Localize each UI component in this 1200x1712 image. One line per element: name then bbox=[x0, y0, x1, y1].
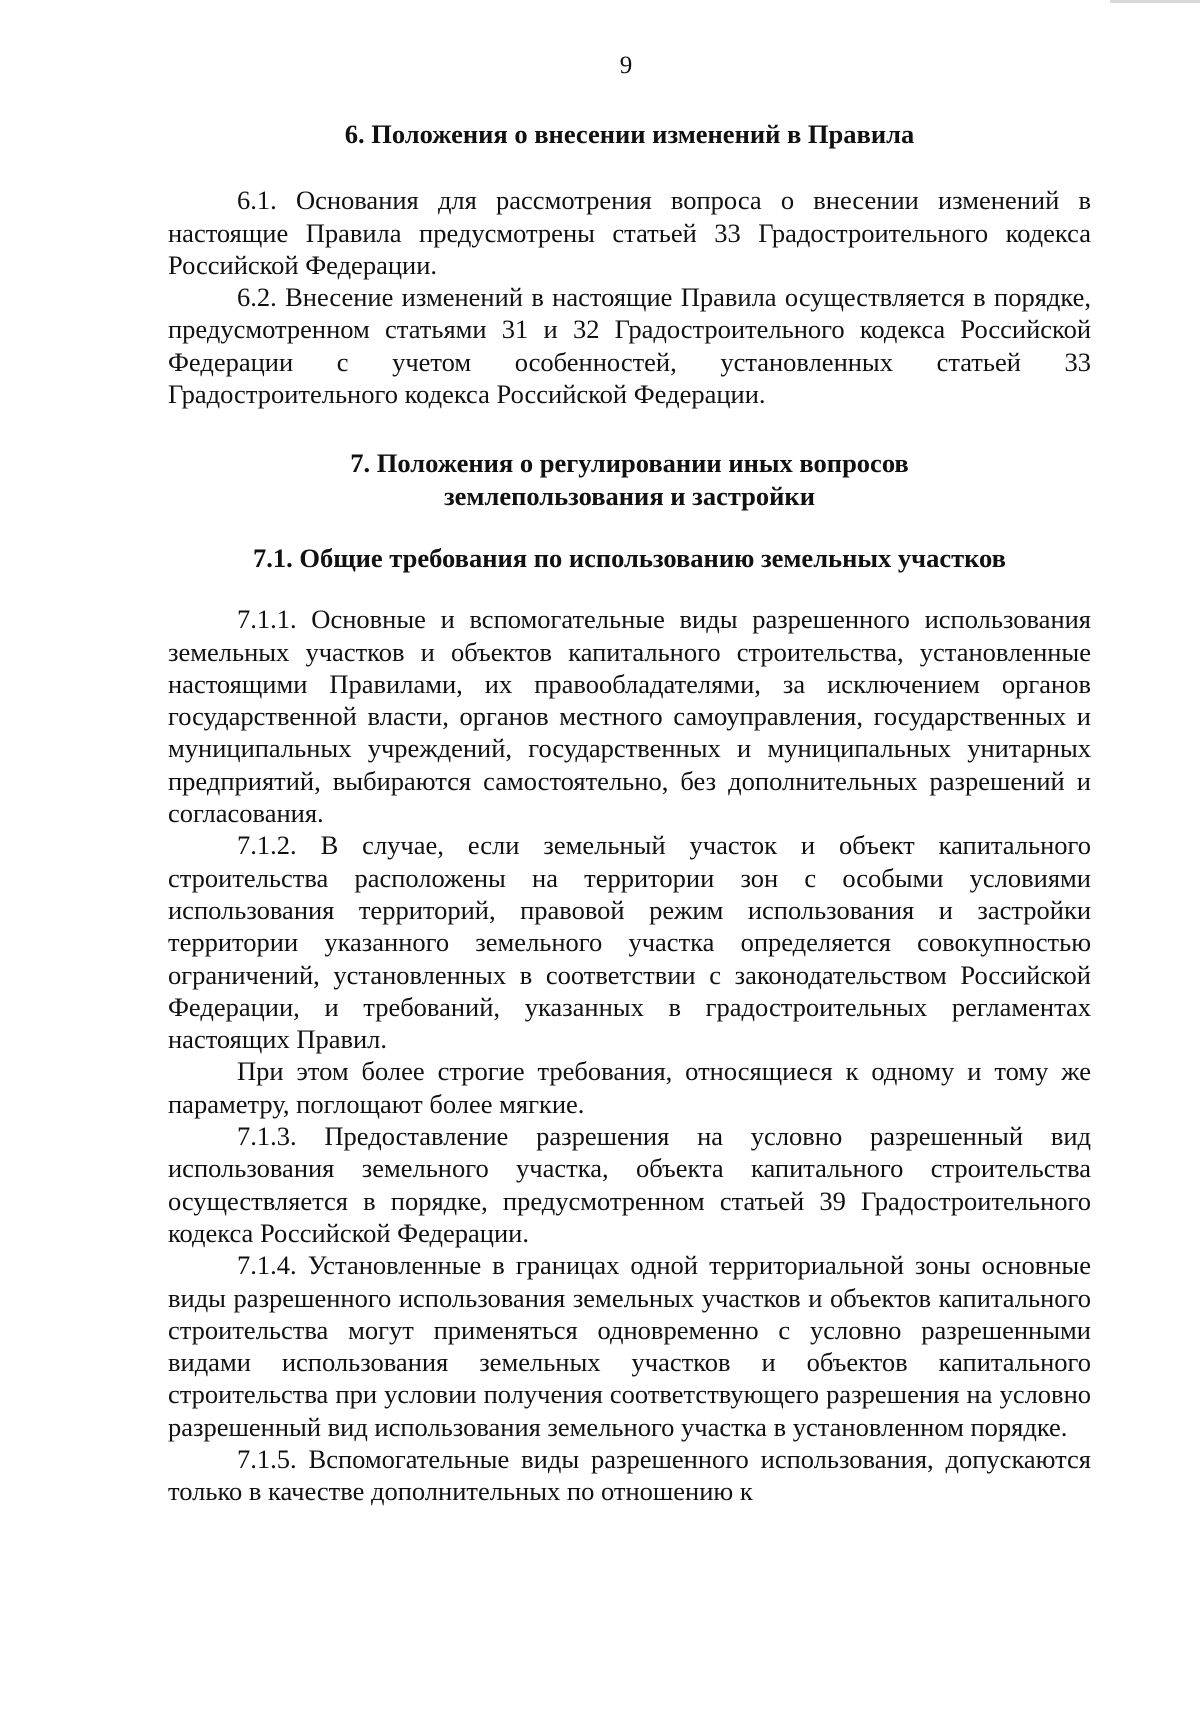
paragraph-6-2: 6.2. Внесение изменений в настоящие Правила осуществляется в порядке, предусмотренном статьями 31 и 32 Градостроительного кодекса Российской Федерации с учетом особенностей, установленных статьей 33 Градостроительного кодекса Российской Федерации. bbox=[168, 282, 1091, 410]
section-7-heading-line-2: землепользования и застройки bbox=[444, 480, 815, 511]
document-body bbox=[168, 118, 1091, 1508]
section-7-heading bbox=[168, 447, 1091, 512]
paragraph-7-1-2-note: При этом более строгие требования, относящиеся к одному и тому же параметру, поглощают более мягкие. bbox=[168, 1056, 1091, 1119]
scan-edge-mark bbox=[1110, 0, 1200, 3]
paragraph-7-1-5: 7.1.5. Вспомогательные виды разрешенного использования, допускаются только в качестве дополнительных по отношению к bbox=[168, 1443, 1091, 1507]
paragraph-7-1-4: 7.1.4. Установленные в границах одной территориальной зоны основные виды разрешенного использования земельных участков и объектов капитального строительства могут применяться одновременно с условно разрешенными видами использования земельных участков и объектов капитального строительства при условии получения соответствующего разрешения на условно разрешенный вид использования земельного участка в установленном порядке. bbox=[168, 1250, 1091, 1442]
paragraph-7-1-3: 7.1.3. Предоставление разрешения на условно разрешенный вид использования земельного участка, объекта капитального строительства осуществляется в порядке, предусмотренном статьей 39 Градостроительного кодекса Российской Федерации. bbox=[168, 1121, 1091, 1248]
page-number: 9 bbox=[619, 52, 633, 79]
section-6-heading: 6. Положения о внесении изменений в Правила bbox=[344, 119, 915, 149]
paragraph-7-1-1: 7.1.1. Основные и вспомогательные виды разрешенного использования земельных участков и объектов капитального строительства, установленные настоящими Правилами, их правообладателями, за исключением органов государственной власти, органов местного самоуправления, государственных и муниципальных учреждений, государственных и муниципальных унитарных предприятий, выбираются самостоятельно, без дополнительных разрешений и согласования. bbox=[168, 604, 1091, 829]
section-7-heading-line-1: 7. Положения о регулировании иных вопросов bbox=[350, 448, 909, 479]
paragraph-6-1: 6.1. Основания для рассмотрения вопроса о внесении изменений в настоящие Правила предусмотрены статьей 33 Градостроительного кодекса Российской Федерации. bbox=[168, 185, 1091, 280]
section-7-1-heading: 7.1. Общие требования по использованию земельных участков bbox=[253, 542, 1006, 573]
paragraph-7-1-2: 7.1.2. В случае, если земельный участок и объект капитального строительства расположены на территории зон с особыми условиями использования территорий, правовой режим использования и застройки территории указанного земельного участка определяется совокупностью ограничений, установленных в соответствии с законодательством Российской Федерации, и требований, указанных в градостроительных регламентах настоящих Правил. bbox=[168, 830, 1091, 1055]
